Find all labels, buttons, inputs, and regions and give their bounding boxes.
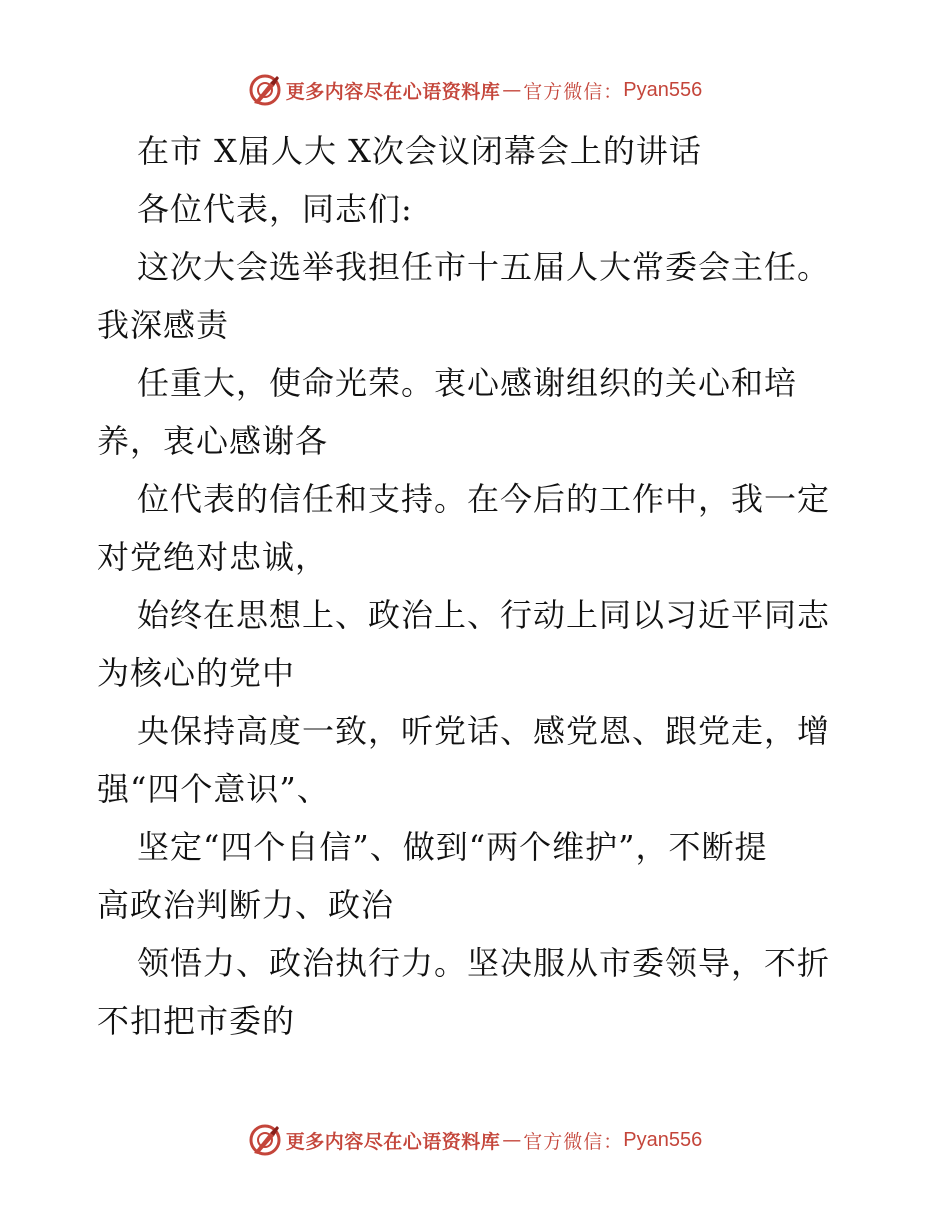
banner-dash: — (502, 79, 522, 101)
document-title: 在市 X届人大 X次会议闭幕会上的讲话 (137, 132, 702, 170)
banner-text: 更多内容尽在心语资料库 (285, 80, 501, 103)
banner-wechat-label: 官方微信： (523, 80, 624, 103)
text-line: 对党绝对忠诚， (97, 538, 329, 576)
text-line: 不扣把市委的 (97, 1002, 296, 1040)
banner-wechat-id: Pyan556 (623, 78, 703, 101)
banner-wechat-id: Pyan556 (623, 1128, 703, 1151)
brush-logo-icon (248, 73, 282, 107)
text-line: 为核心的党中 (97, 654, 296, 692)
footer-banner (0, 1120, 950, 1160)
text-line: 位代表的信任和支持。在今后的工作中，我一定 (137, 480, 831, 518)
text-line: 始终在思想上、政治上、行动上同以习近平同志 (137, 596, 831, 634)
text-line: 高政治判断力、政治 (97, 886, 395, 924)
document-body (97, 122, 867, 1050)
text-line: 这次大会选举我担任市十五届人大常委会主任。 (137, 248, 831, 286)
text-line: 养，衷心感谢各 (97, 422, 329, 460)
text-line: 我深感责 (97, 306, 230, 344)
banner-dash: — (502, 1129, 522, 1151)
text-line: 强“四个意识”、 (97, 770, 330, 808)
header-banner (0, 70, 950, 110)
salutation: 各位代表，同志们: (137, 190, 413, 228)
brush-logo-icon (248, 1123, 282, 1157)
banner-wechat-label: 官方微信： (523, 1130, 624, 1153)
text-line: 坚定“四个自信”、做到“两个维护”，不断提 (137, 828, 768, 866)
banner-text: 更多内容尽在心语资料库 (285, 1130, 501, 1153)
text-line: 央保持高度一致，听党话、感党恩、跟党走，增 (137, 712, 831, 750)
text-line: 任重大，使命光荣。衷心感谢组织的关心和培 (137, 364, 798, 402)
text-line: 领悟力、政治执行力。坚决服从市委领导，不折 (137, 944, 831, 982)
